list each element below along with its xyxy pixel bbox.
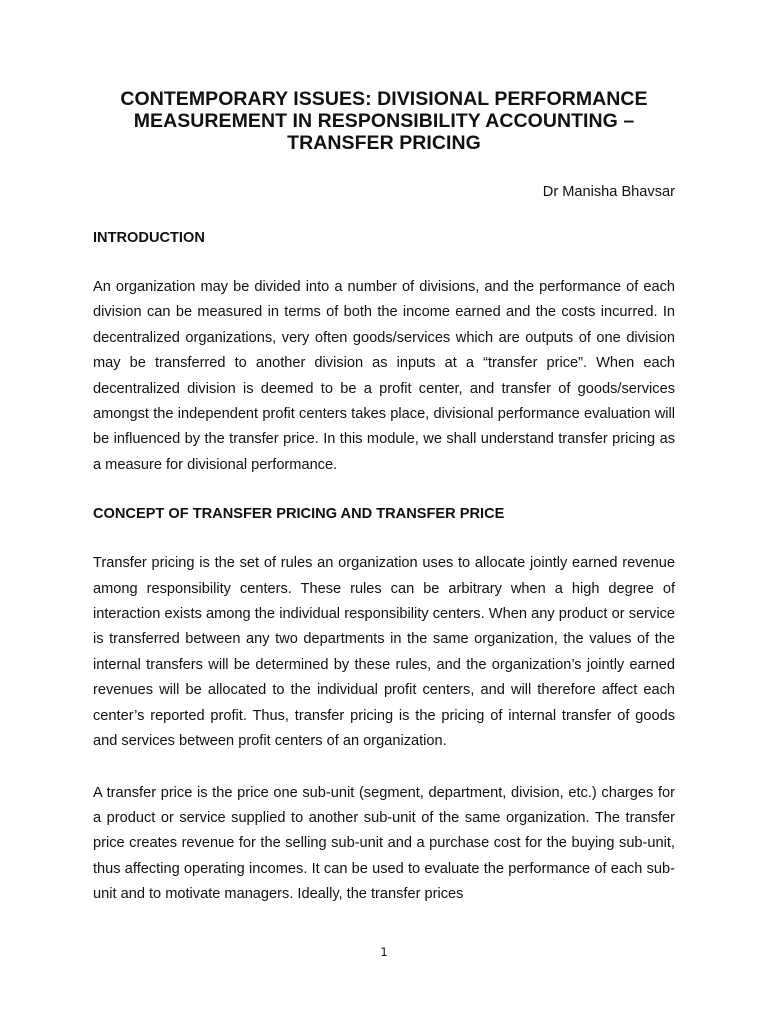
section-concept [93,504,675,907]
paragraph-transfer-pricing-definition: Transfer pricing is the set of rules an organization uses to allocate jointly earned revenue among responsibility centers. These rules can be arbitrary when a high degree of interaction exists among the individual responsibility centers. When any product or service is transferred between any two departments in the same organization, the values of the internal transfers will be determined by these rules, and the organization’s jointly earned revenues will be allocated to the individual profit centers, and will therefore affect each center’s reported profit. Thus, transfer pricing is the pricing of internal transfer of goods and services between profit centers of an organization. [93,555,675,750]
section-heading-introduction: INTRODUCTION [93,230,205,246]
paragraph-introduction: An organization may be divided into a number of divisions, and the performance of each division can be measured in terms of both the income earned and the costs incurred. In decentralized organizations, very often goods/services which are outputs of one division may be transferred to another division as inputs at a “transfer price”. When each decentralized division is deemed to be a profit center, and transfer of goods/services amongst the independent profit centers takes place, divisional performance evaluation will be influenced by the transfer price. In this module, we shall understand transfer pricing as a measure for divisional performance. [93,279,675,473]
page-number: 1 [380,945,388,959]
paragraph-transfer-price-definition: A transfer price is the price one sub-unit (segment, department, division, etc.) charges for a product or service supplied to another sub-unit of the same organization. The transfer price creates revenue for the selling sub-unit and a purchase cost for the buying sub-unit, thus affecting operating incomes. It can be used to evaluate the performance of each sub-unit and to motivate managers. Ideally, the transfer prices [93,784,675,903]
section-introduction [93,228,675,478]
section-heading-concept: CONCEPT OF TRANSFER PRICING AND TRANSFER PRICE [93,506,505,523]
document-page [93,88,675,908]
author-name: Dr Manisha Bhavsar [542,184,675,200]
document-title: CONTEMPORARY ISSUES: DIVISIONAL PERFORMANCE MEASUREMENT IN RESPONSIBILITY ACCOUNTING – TRANSFER PRICING [120,88,648,154]
